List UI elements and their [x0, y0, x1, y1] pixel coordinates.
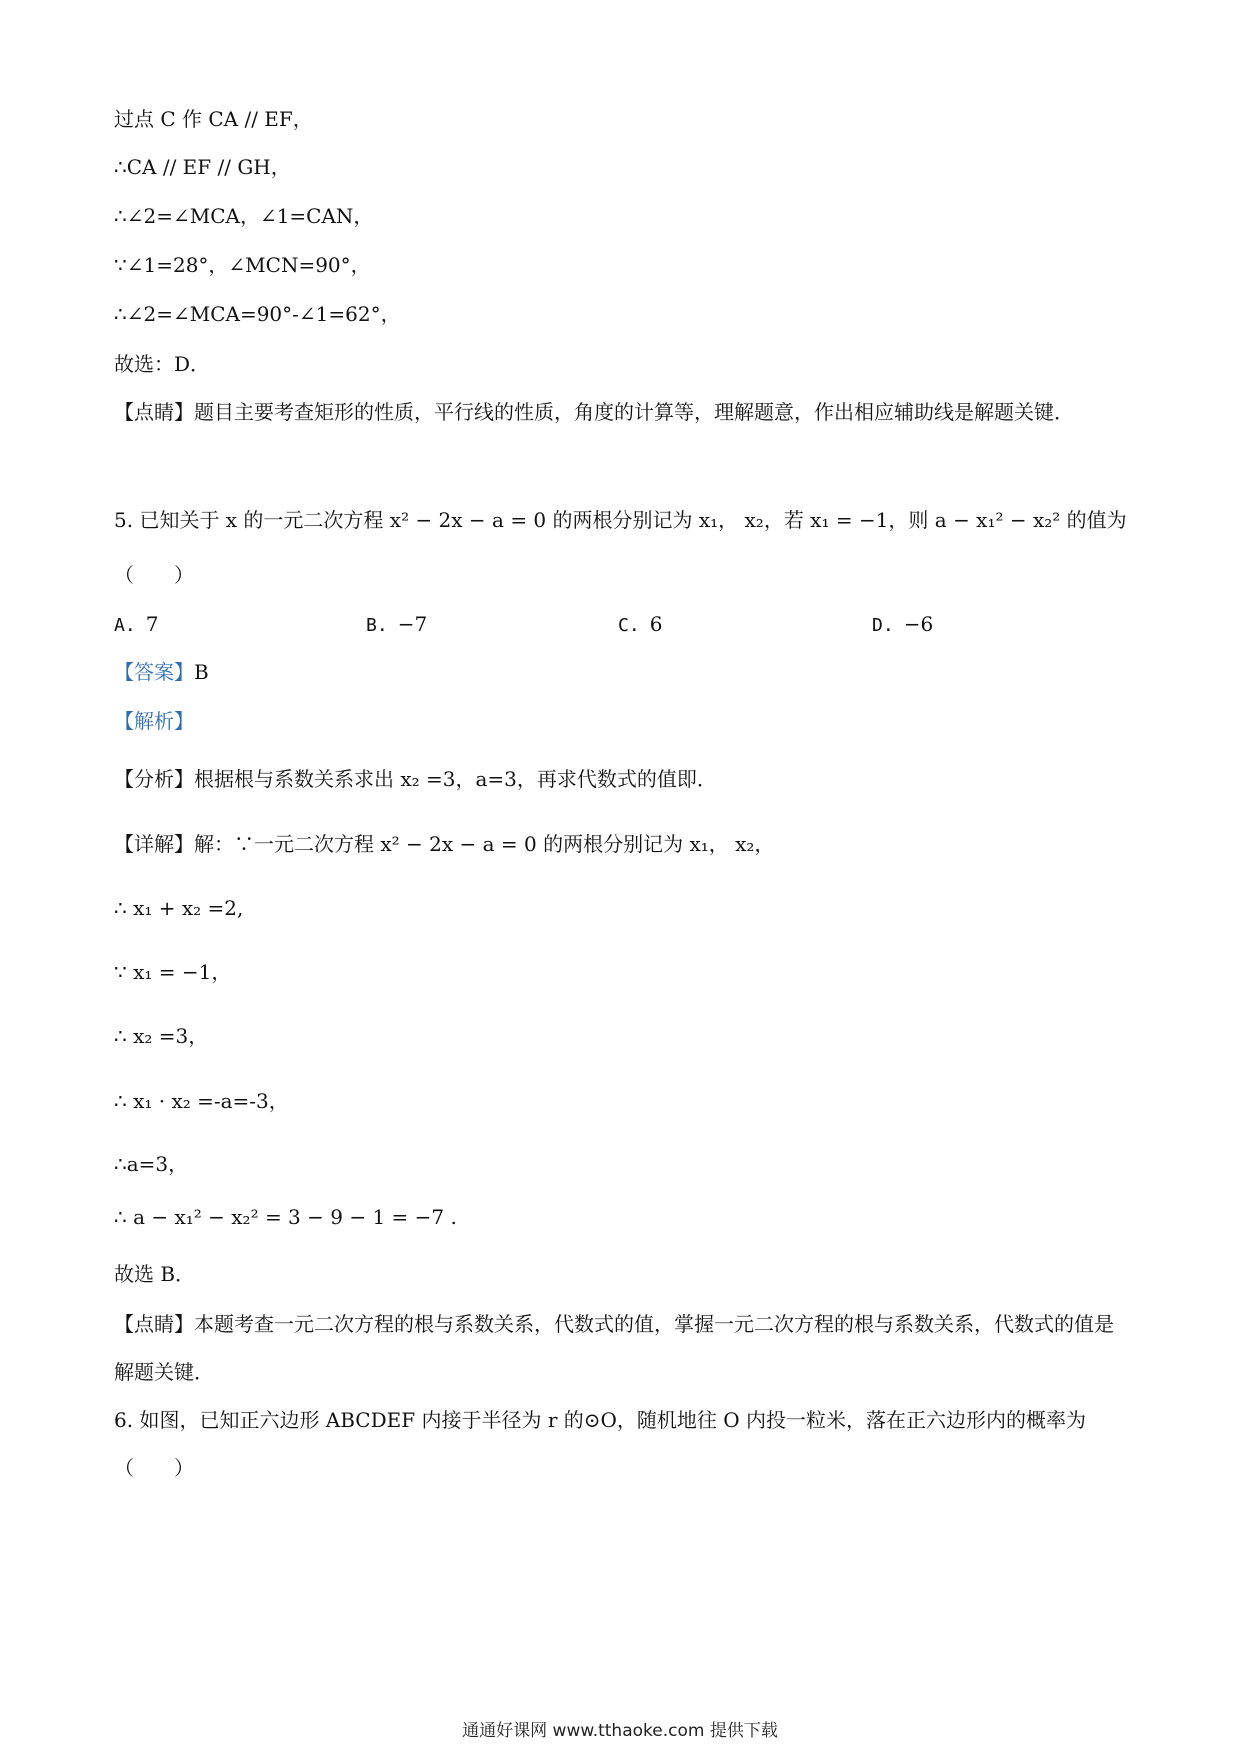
line-choose-b: 故选 B． — [114, 1262, 196, 1286]
option-value: −7 — [397, 612, 428, 636]
step-x2: ∴ x₂ =3， — [114, 1024, 209, 1048]
answer-value: B — [194, 660, 209, 684]
analysis-line — [114, 707, 194, 735]
step-sum: ∴ x₁ + x₂ =2, — [114, 896, 244, 920]
option-d — [872, 610, 933, 640]
step-product: ∴ x₁ · x₂ =-a=-3， — [114, 1089, 289, 1113]
option-c — [618, 610, 662, 640]
answer-line — [114, 658, 209, 686]
page-footer: 通通好课网 www.tthaoke.com 提供下载 — [462, 1721, 778, 1741]
step-final: ∴ a − x₁² − x₂² = 3 − 9 − 1 = −7 . — [114, 1205, 457, 1229]
option-letter: C. — [618, 615, 640, 636]
answer-tag: 【答案】 — [114, 660, 194, 684]
question-5-stem: 5. 已知关于 x 的一元二次方程 x² − 2x − a = 0 的两根分别记为 x₁， x₂，若 x₁ = −1，则 a − x₁² − x₂² 的值为 — [114, 508, 1127, 532]
line-parallel: ∴CA // EF // GH， — [114, 155, 291, 179]
option-value: 7 — [145, 612, 159, 636]
option-letter: A. — [114, 615, 136, 636]
option-letter: B. — [366, 615, 388, 636]
line-choose-d: 故选：D． — [114, 352, 211, 376]
line-angle-equality: ∴∠2=∠MCA，∠1=CAN， — [114, 204, 374, 228]
analysis-summary: 【分析】根据根与系数关系求出 x₂ =3，a=3，再求代数式的值即． — [114, 767, 717, 791]
question-6-stem: 6. 如图，已知正六边形 ABCDEF 内接于半径为 r 的⊙O，随机地往 O 内投一粒米，落在正六边形内的概率为（ ） — [114, 1408, 1087, 1480]
option-value: 6 — [649, 612, 663, 636]
line-angle-result: ∴∠2=∠MCA=90°-∠1=62°， — [114, 302, 401, 326]
line-construction: 过点 C 作 CA // EF， — [114, 107, 313, 131]
detail-solution: 【详解】解：∵一元二次方程 x² − 2x − a = 0 的两根分别记为 x₁， x₂， — [114, 832, 775, 856]
comment-q4: 【点睛】题目主要考查矩形的性质，平行线的性质，角度的计算等，理解题意，作出相应辅助线是解题关键． — [114, 400, 1074, 424]
option-a — [114, 610, 158, 640]
line-given: ∵∠1=28°，∠MCN=90°， — [114, 253, 371, 277]
comment-q5: 【点睛】本题考查一元二次方程的根与系数关系，代数式的值，掌握一元二次方程的根与系数关系，代数式的值是解题关键． — [114, 1312, 1114, 1384]
option-letter: D. — [872, 615, 894, 636]
step-x1: ∵ x₁ = −1， — [114, 960, 232, 984]
question-5-paren: （ ） — [114, 563, 194, 587]
option-b — [366, 610, 427, 640]
option-value: −6 — [903, 612, 934, 636]
step-a: ∴a=3， — [114, 1152, 189, 1176]
analysis-tag: 【解析】 — [114, 709, 194, 733]
